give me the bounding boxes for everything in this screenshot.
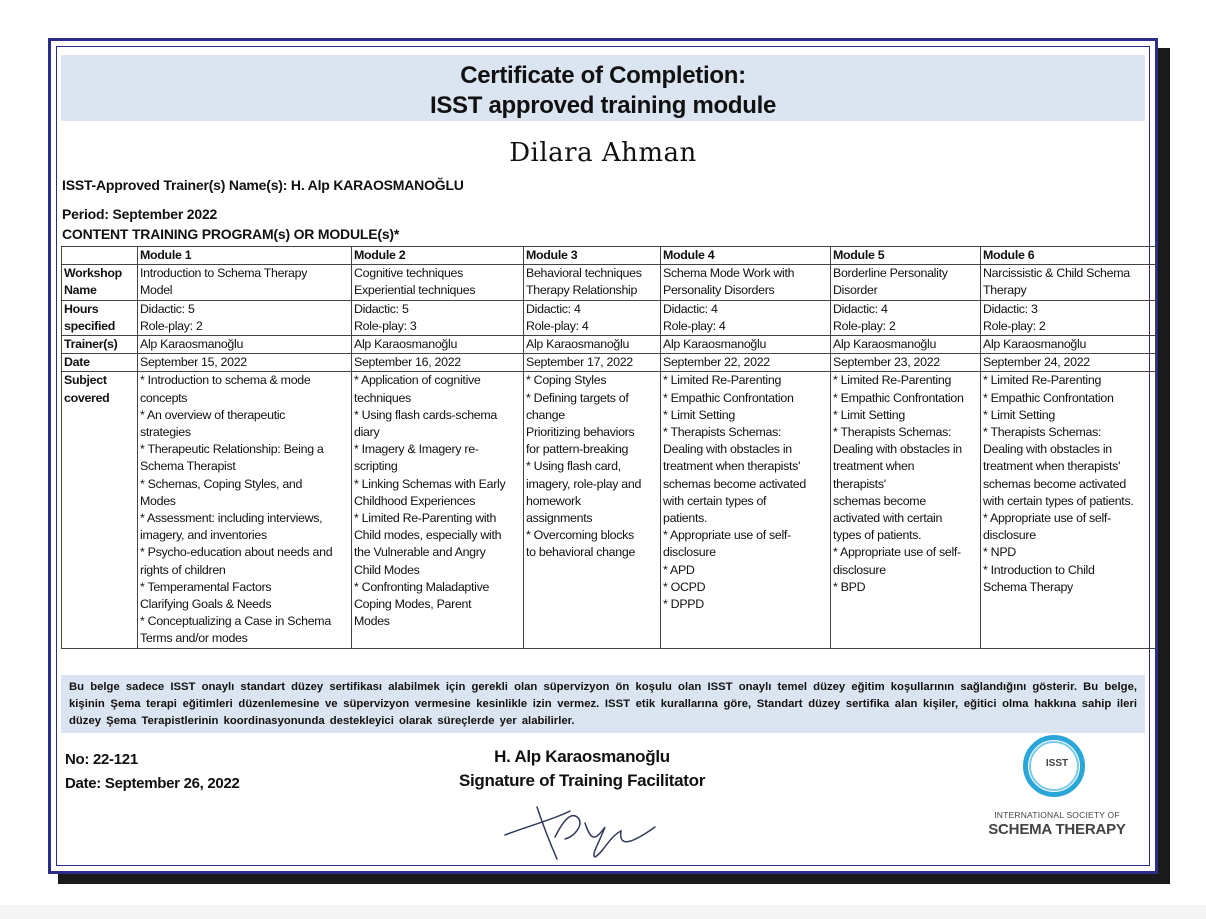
- isst-logo: [967, 735, 1147, 847]
- table-cell: September 23, 2022: [831, 354, 981, 372]
- table-cell: Alp Karaosmanoğlu: [831, 336, 981, 354]
- table-cell: Schema Mode Work with Personality Disorders: [661, 265, 831, 300]
- logo-line-1: INTERNATIONAL SOCIETY OF: [994, 810, 1120, 820]
- table-cell: Alp Karaosmanoğlu: [524, 336, 661, 354]
- table-row: [62, 336, 1156, 354]
- notice-band: [61, 675, 1145, 733]
- table-row: [62, 354, 1156, 372]
- row-label: Date: [62, 354, 138, 372]
- table-cell: Didactic: 3 Role-play: 2: [981, 300, 1156, 335]
- table-cell: Behavioral techniques Therapy Relationship: [524, 265, 661, 300]
- header-cell: Module 2: [352, 247, 524, 265]
- title-line-2: ISST approved training module: [429, 92, 776, 119]
- row-label: Workshop Name: [62, 265, 138, 300]
- table-cell: Borderline Personality Disorder: [831, 265, 981, 300]
- content-heading: CONTENT TRAINING PROGRAM(s) OR MODULE(s)*: [62, 226, 400, 242]
- logo-line-2: SCHEMA THERAPY: [988, 821, 1126, 838]
- table-row: [62, 372, 1156, 648]
- period-line: Period: September 2022: [62, 206, 218, 222]
- table-cell: Alp Karaosmanoğlu: [352, 336, 524, 354]
- header-cell: Module 3: [524, 247, 661, 265]
- table-cell: September 15, 2022: [138, 354, 352, 372]
- table-cell: Alp Karaosmanoğlu: [661, 336, 831, 354]
- recipient-name: Dilara Ahman: [509, 138, 697, 168]
- table-cell: September 22, 2022: [661, 354, 831, 372]
- handwritten-signature: [495, 797, 695, 867]
- table-cell: Didactic: 4 Role-play: 4: [661, 300, 831, 335]
- modules-table: [61, 246, 1156, 649]
- table-row: [62, 265, 1156, 300]
- table-cell: * Introduction to schema & mode concepts * An overview of therapeutic strategies * Therapeutic Relationship: Being a Schema Therapist * Schemas, Coping Styles, and Modes * Assessment: including interviews, imagery, and inventories * Psycho-education about needs and rights of children * Temperamental Factors Clarifying Goals & Needs * Conceptualizing a Case in Schema Terms and/or modes: [138, 372, 352, 648]
- title-band: [61, 55, 1145, 121]
- row-label: Subject covered: [62, 372, 138, 648]
- table-cell: * Limited Re-Parenting * Empathic Confrontation * Limit Setting * Therapists Schemas: Dealing with obstacles in treatment when therapists' schemas become activated with certain types of patients. * Appropriate use of self- disclosure * NPD * Introduction to Child Schema Therapy: [981, 372, 1156, 648]
- notice-text: Bu belge sadece ISST onaylı standart düzey sertifikası alabilmek için gerekli olan süpervizyon ön koşulu olan ISST onaylı temel düzey eğitim koşullarının sağlandığını gösterir. Bu belge, kişinin Şema terapi eğitimleri düzenlemesine ve süpervizyon vermesine kesinlikle izin vermez. ISST etik kurallarına göre, Standart düzey sertifika alan kişiler, eğitici olma hakkına sahip ileri düzey Şema Terapistlerinin koordinasyonunda destekleyici olarak süreçlerde yer alabilirler.: [69, 681, 1137, 727]
- header-cell: Module 5: [831, 247, 981, 265]
- header-cell: [62, 247, 138, 265]
- table-cell: * Limited Re-Parenting * Empathic Confrontation * Limit Setting * Therapists Schemas: Dealing with obstacles in treatment when therapists' schemas become activated with certain types of patients. * Appropriate use of self- disclosure * BPD: [831, 372, 981, 648]
- certificate-date: Date: September 26, 2022: [65, 775, 240, 792]
- table-cell: Didactic: 5 Role-play: 3: [352, 300, 524, 335]
- table-cell: Narcissistic & Child Schema Therapy: [981, 265, 1156, 300]
- logo-abbreviation: ISST: [1045, 758, 1069, 769]
- header-cell: Module 4: [661, 247, 831, 265]
- certificate: [48, 38, 1158, 874]
- trainer-line: ISST-Approved Trainer(s) Name(s): H. Alp KARAOSMANOĞLU: [62, 177, 464, 193]
- table-cell: September 16, 2022: [352, 354, 524, 372]
- table-cell: Didactic: 4 Role-play: 4: [524, 300, 661, 335]
- header-cell: Module 1: [138, 247, 352, 265]
- certificate-number: No: 22-121: [65, 751, 138, 768]
- table-cell: September 24, 2022: [981, 354, 1156, 372]
- certificate-inner-border: [56, 46, 1150, 866]
- table-header-row: [62, 247, 1156, 265]
- table-cell: Cognitive techniques Experiential techniques: [352, 265, 524, 300]
- header-cell: Module 6: [981, 247, 1156, 265]
- table-cell: * Coping Styles * Defining targets of change Prioritizing behaviors for pattern-breaking * Using flash card, imagery, role-play and homework assignments * Overcoming blocks to behavioral change: [524, 372, 661, 648]
- row-label: Trainer(s): [62, 336, 138, 354]
- row-label: Hours specified: [62, 300, 138, 335]
- table-cell: Alp Karaosmanoğlu: [138, 336, 352, 354]
- table-row: [62, 300, 1156, 335]
- table-cell: Alp Karaosmanoğlu: [981, 336, 1156, 354]
- table-cell: Didactic: 5 Role-play: 2: [138, 300, 352, 335]
- table-cell: * Application of cognitive techniques * Using flash cards-schema diary * Imagery & Imagery re- scripting * Linking Schemas with Early Childhood Experiences * Limited Re-Parenting with Child modes, especially with the Vulnerable and Angry Child Modes * Confronting Maladaptive Coping Modes, Parent Modes: [352, 372, 524, 648]
- facilitator-name: H. Alp Karaosmanoğlu: [494, 747, 670, 766]
- table-cell: Introduction to Schema Therapy Model: [138, 265, 352, 300]
- table-cell: * Limited Re-Parenting * Empathic Confrontation * Limit Setting * Therapists Schemas: Dealing with obstacles in treatment when therapists' schemas become activated with certain types of patients. * Appropriate use of self- disclosure * APD * OCPD * DPPD: [661, 372, 831, 648]
- facilitator-title: Signature of Training Facilitator: [458, 771, 706, 790]
- title-line-1: Certificate of Completion:: [460, 62, 746, 89]
- table-cell: September 17, 2022: [524, 354, 661, 372]
- table-cell: Didactic: 4 Role-play: 2: [831, 300, 981, 335]
